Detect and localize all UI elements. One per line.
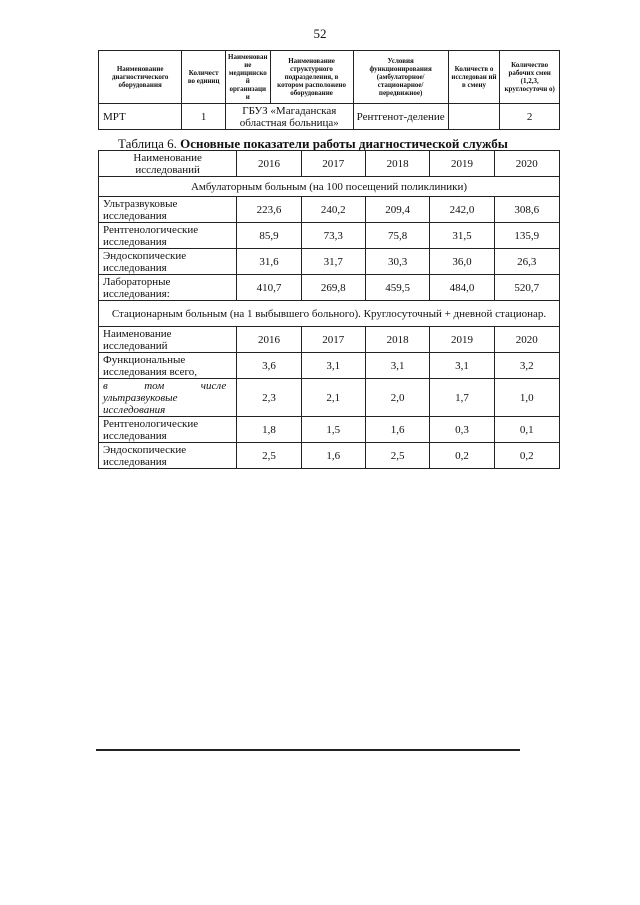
value-cell: 75,8	[365, 223, 429, 249]
value-cell: 410,7	[237, 275, 301, 301]
value-cell: 31,6	[237, 249, 301, 275]
stats-header-row	[99, 151, 560, 177]
value-cell: 3,6	[237, 353, 301, 379]
value-cell: 209,4	[365, 197, 429, 223]
equipment-cell: Рентгенот-деление	[353, 104, 448, 130]
table-row	[99, 197, 560, 223]
value-cell: 1,0	[494, 379, 559, 417]
value-cell: 0,2	[430, 443, 494, 469]
section-row	[99, 177, 560, 197]
year-header: 2016	[237, 327, 301, 353]
value-cell: 0,1	[494, 417, 559, 443]
value-cell: 0,2	[494, 443, 559, 469]
equipment-header-row	[99, 51, 560, 104]
equipment-header-cell: Условия функционирования (амбулаторное/ стационарное/ передвижное)	[353, 51, 448, 104]
equipment-header-cell: Наименование структурного подразделения, в котором расположено оборудование	[270, 51, 353, 104]
year-header: 2018	[365, 151, 429, 177]
header-label: Наименование исследований	[99, 327, 237, 353]
row-label: Лабораторные исследования:	[99, 275, 237, 301]
value-cell: 3,1	[301, 353, 365, 379]
year-header: 2019	[430, 151, 494, 177]
table-row	[99, 223, 560, 249]
page-number: 52	[313, 26, 327, 41]
year-header: 2016	[237, 151, 301, 177]
equipment-data-row	[99, 104, 560, 130]
value-cell: 3,2	[494, 353, 559, 379]
value-cell: 1,8	[237, 417, 301, 443]
row-label-prefix	[103, 380, 234, 392]
stats-header-row	[99, 327, 560, 353]
value-cell: 2,3	[237, 379, 301, 417]
value-cell: 1,7	[430, 379, 494, 417]
row-label: Рентгенологические исследования	[99, 223, 237, 249]
row-label: Ультразвуковые исследования	[99, 197, 237, 223]
caption-title: Основные показатели работы диагностической службы	[180, 136, 508, 151]
year-header: 2019	[430, 327, 494, 353]
equipment-cell	[448, 104, 500, 130]
equipment-header-cell: Количест во единиц	[182, 51, 226, 104]
equipment-table	[98, 50, 560, 130]
value-cell: 0,3	[430, 417, 494, 443]
value-cell: 484,0	[430, 275, 494, 301]
value-cell: 30,3	[365, 249, 429, 275]
row-label: Рентгенологические исследования	[99, 417, 237, 443]
value-cell: 2,5	[365, 443, 429, 469]
year-header: 2017	[301, 327, 365, 353]
table-row	[99, 275, 560, 301]
year-header: 2020	[494, 151, 559, 177]
value-cell: 26,3	[494, 249, 559, 275]
header-label: Наименование исследований	[99, 151, 237, 177]
value-cell: 223,6	[237, 197, 301, 223]
equipment-header-cell: Наименование диагностического оборудования	[99, 51, 182, 104]
footer-rule	[96, 749, 520, 751]
caption-prefix: Таблица 6.	[118, 136, 177, 151]
label-word: том	[144, 379, 165, 392]
diagnostic-stats-table	[98, 150, 560, 469]
value-cell: 308,6	[494, 197, 559, 223]
row-label: Функциональные исследования всего,	[99, 353, 237, 379]
table-row	[99, 353, 560, 379]
table-row	[99, 443, 560, 469]
value-cell: 1,6	[301, 443, 365, 469]
value-cell: 85,9	[237, 223, 301, 249]
value-cell: 1,6	[365, 417, 429, 443]
value-cell: 3,1	[430, 353, 494, 379]
value-cell: 459,5	[365, 275, 429, 301]
equipment-header-cell: Количество рабочих смен (1,2,3, круглосуточн о)	[500, 51, 560, 104]
section-title: Амбулаторным больным (на 100 посещений поликлиники)	[99, 177, 560, 197]
value-cell: 2,5	[237, 443, 301, 469]
value-cell: 2,0	[365, 379, 429, 417]
value-cell: 31,7	[301, 249, 365, 275]
table-row	[99, 249, 560, 275]
label-word: в	[103, 379, 108, 392]
section-title: Стационарным больным (на 1 выбывшего больного). Круглосуточный + дневной стационар.	[99, 301, 560, 327]
value-cell: 242,0	[430, 197, 494, 223]
row-label: Эндоскопические исследования	[99, 443, 237, 469]
equipment-cell: ГБУЗ «Магаданская областная больница»	[226, 104, 354, 130]
label-word: числе	[200, 379, 227, 392]
section-row	[99, 301, 560, 327]
value-cell: 73,3	[301, 223, 365, 249]
value-cell: 36,0	[430, 249, 494, 275]
table-row	[99, 379, 560, 417]
value-cell: 2,1	[301, 379, 365, 417]
row-label	[99, 379, 237, 417]
year-header: 2018	[365, 327, 429, 353]
value-cell: 31,5	[430, 223, 494, 249]
equipment-cell: 2	[500, 104, 560, 130]
row-label-rest: ультразвуковые исследования	[103, 391, 178, 416]
equipment-header-cell: Количеств о исследован ий в смену	[448, 51, 500, 104]
equipment-cell: МРТ	[99, 104, 182, 130]
value-cell: 240,2	[301, 197, 365, 223]
year-header: 2017	[301, 151, 365, 177]
value-cell: 135,9	[494, 223, 559, 249]
value-cell: 269,8	[301, 275, 365, 301]
year-header: 2020	[494, 327, 559, 353]
value-cell: 520,7	[494, 275, 559, 301]
equipment-cell: 1	[182, 104, 226, 130]
value-cell: 1,5	[301, 417, 365, 443]
equipment-header-cell: Наименован ие медицинско й организаци и	[226, 51, 271, 104]
row-label: Эндоскопические исследования	[99, 249, 237, 275]
table-row	[99, 417, 560, 443]
value-cell: 3,1	[365, 353, 429, 379]
